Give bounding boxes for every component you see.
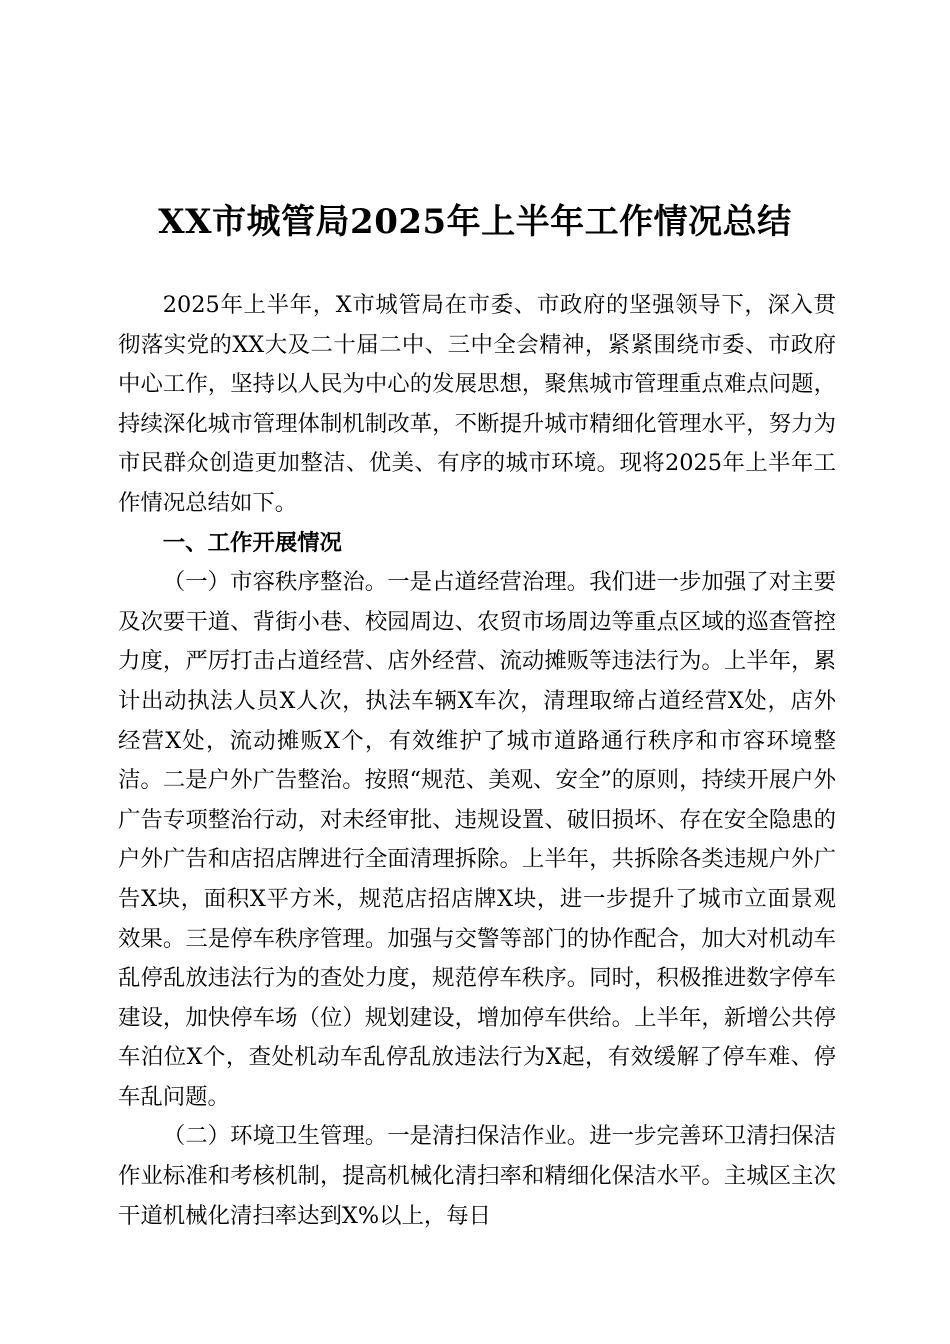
subsection-sanitation (118, 1117, 836, 1236)
subsection-heading-city-appearance: （一）市容秩序整治。 (162, 569, 388, 596)
intro-paragraph: 2025年上半年，X市城管局在市委、市政府的坚强领导下，深入贯彻落实党的XX大及二十届二中、三中全会精神，紧紧围绕市委、市政府中心工作，坚持以人民为中心的发展思想，聚焦城市管理重点难点问题，持续深化城市管理体制机制改革，不断提升城市精细化管理水平，努力为市民群众创造更加整洁、优美、有序的城市环境。现将2025年上半年工作情况总结如下。 (118, 292, 836, 516)
subsection-body-sanitation: 一是清扫保洁作业。进一步完善环卫清扫保洁作业标准和考核机制，提高机械化清扫率和精细化保洁水平。主城区主次干道机械化清扫率达到X%以上，每日 (118, 1123, 837, 1229)
section-heading-work-progress: 一、工作开展情况 (162, 529, 342, 556)
subsection-heading-sanitation: （二）环境卫生管理。 (162, 1123, 388, 1150)
subsection-body-city-appearance: 一是占道经营治理。我们进一步加强了对主要及次要干道、背街小巷、校园周边、农贸市场周边等重点区域的巡查管控力度，严厉打击占道经营、店外经营、流动摊贩等违法行为。上半年，累计出动执法人员X人次，执法车辆X车次，清理取缔占道经营X处，店外经营X处，流动摊贩X个，有效维护了城市道路通行秩序和市容环境整洁。二是户外广告整治。按照“规范、美观、安全”的原则，持续开展户外广告专项整治行动，对未经审批、违规设置、破旧损坏、存在安全隐患的户外广告和店招店牌进行全面清理拆除。上半年，共拆除各类违规户外广告X块，面积X平方米，规范店招店牌X块，进一步提升了城市立面景观效果。三是停车秩序管理。加强与交警等部门的协作配合，加大对机动车乱停乱放违法行为的查处力度，规范停车秩序。同时，积极推进数字停车建设，加快停车场（位）规划建设，增加停车供给。上半年，新增公共停车泊位X个，查处机动车乱停乱放违法行为X起，有效缓解了停车难、停车乱问题。 (118, 569, 837, 1110)
document-title: XX市城管局2025年上半年工作情况总结 (158, 202, 792, 242)
subsection-city-appearance (118, 563, 836, 1117)
document-body (118, 286, 836, 1236)
